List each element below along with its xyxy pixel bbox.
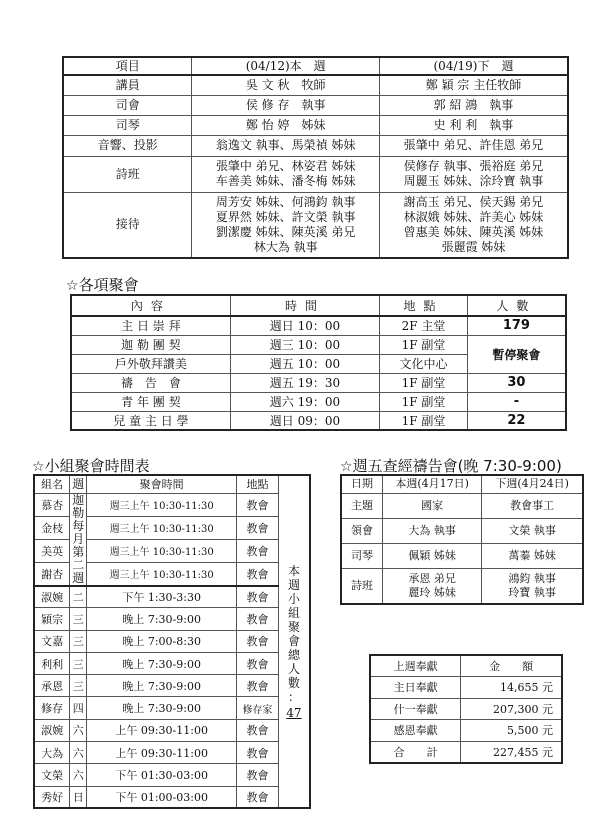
group-day: 三 (70, 630, 87, 652)
offering-amount: 5,500 元 (461, 720, 562, 742)
friday-row (341, 543, 583, 568)
group-row (34, 630, 310, 652)
roster-line: 车善美 姊妹、潘冬梅 姊妹 (215, 174, 356, 188)
meeting-count: - (467, 392, 566, 411)
friday-title (340, 455, 562, 476)
groups-header-day: 週 (70, 475, 87, 493)
roster-row (63, 75, 568, 95)
vertical-char: 本 (287, 563, 300, 578)
meetings-row (71, 411, 566, 430)
groups-total-label (279, 564, 309, 704)
meeting-paused: 暫停聚會 (467, 335, 566, 373)
friday-row (341, 568, 583, 604)
roster-row (63, 115, 568, 135)
meeting-place: 1F 副堂 (380, 373, 468, 392)
vertical-char: 週 (72, 570, 85, 585)
friday-label: 詩班 (341, 568, 383, 604)
meeting-place: 2F 主堂 (380, 316, 468, 335)
offering-label: 什一奉獻 (370, 698, 461, 720)
groups-header-time: 聚會時間 (87, 475, 237, 493)
vertical-char: 月 (72, 531, 85, 546)
roster-header-item: 項目 (63, 57, 192, 75)
group-name: 文嘉 (34, 630, 70, 652)
friday-label: 司琴 (341, 543, 383, 568)
friday-header-row (341, 475, 583, 493)
group-day: 六 (70, 742, 87, 764)
meeting-count: 22 (467, 411, 566, 430)
roster-line: 曾惠美 姊妹、陳英溪 姊妹 (403, 224, 544, 239)
vertical-char: 數 (287, 675, 300, 690)
meetings-row (71, 373, 566, 392)
group-name: 修存 (34, 697, 70, 719)
meeting-place: 1F 副堂 (380, 392, 468, 411)
meetings-title-text: 各項聚會 (78, 276, 139, 294)
group-place: 教會 (237, 516, 279, 539)
roster-header-current: (04/12)本 週 (192, 57, 380, 75)
meeting-content: 戶外敬拜讚美 (71, 354, 230, 373)
group-place: 教會 (237, 608, 279, 630)
group-name: 淑婉 (34, 719, 70, 741)
star-outline-icon: ☆ (340, 459, 353, 475)
group-name: 利利 (34, 652, 70, 674)
group-day: 三 (70, 675, 87, 697)
group-row (34, 786, 310, 808)
vertical-char: 會 (287, 633, 300, 648)
roster-line: 夏界然 姊妹、許文榮 執事 (215, 209, 356, 224)
meeting-time: 週五 10：00 (230, 354, 379, 373)
group-row (34, 742, 310, 764)
meeting-time: 週日 09：00 (230, 411, 379, 430)
group-place: 教會 (237, 630, 279, 652)
group-name: 淑婉 (34, 586, 70, 608)
offering-table (369, 654, 563, 764)
meeting-count: 179 (467, 316, 566, 335)
offering-header-label: 上週奉獻 (370, 655, 461, 677)
group-place: 教會 (237, 719, 279, 741)
friday-row (341, 518, 583, 543)
friday-next: 文榮 執事 (482, 518, 583, 543)
friday-line: 麗玲 姊妹 (408, 585, 456, 599)
group-place: 教會 (237, 652, 279, 674)
friday-header-date: 日期 (341, 475, 383, 493)
group-day: 二 (70, 586, 87, 608)
groups-monthly-label (70, 493, 87, 586)
meeting-content: 青 年 團 契 (71, 392, 230, 411)
meetings-header-time: 時間 (230, 295, 379, 316)
roster-label: 接待 (63, 192, 192, 258)
group-place: 修存家 (237, 697, 279, 719)
group-place: 教會 (237, 562, 279, 585)
friday-title-text: 週五查經禱告會(晚 7:30-9:00) (352, 457, 562, 475)
meetings-header-content: 內容 (71, 295, 230, 316)
group-time: 晚上 7:00-8:30 (87, 630, 237, 652)
roster-label: 音響、投影 (63, 135, 192, 156)
roster-line: 侯修存 執事、張裕庭 弟兄 (403, 159, 544, 173)
friday-row (341, 493, 583, 518)
roster-current: 翁逸文 執事、馬榮禎 姊妹 (192, 135, 380, 156)
group-day: 日 (70, 786, 87, 808)
group-name: 文榮 (34, 764, 70, 786)
duty-roster-table (62, 56, 569, 259)
roster-current (192, 192, 380, 258)
star-outline-icon: ☆ (66, 278, 79, 294)
group-time: 下午 01:30-03:00 (87, 764, 237, 786)
vertical-char: 總 (287, 647, 300, 662)
roster-row (63, 192, 568, 258)
group-time: 下午 01:00-03:00 (87, 786, 237, 808)
offering-row (370, 677, 562, 699)
group-day: 六 (70, 764, 87, 786)
meeting-content: 兒 童 主 日 學 (71, 411, 230, 430)
vertical-char: 勒 (72, 505, 85, 520)
group-time: 週三上午 10:30-11:30 (87, 493, 237, 516)
friday-header-next: 下週(4月24日) (482, 475, 583, 493)
vertical-char: 二 (72, 557, 85, 572)
roster-next: 史 利 利 執事 (379, 115, 568, 135)
friday-current: 國家 (383, 493, 482, 518)
group-place: 教會 (237, 539, 279, 562)
group-name: 穎宗 (34, 608, 70, 630)
meeting-time: 週日 10：00 (230, 316, 379, 335)
vertical-char: 第 (72, 544, 85, 559)
roster-next (379, 192, 568, 258)
group-time: 週三上午 10:30-11:30 (87, 516, 237, 539)
small-groups-table (33, 474, 311, 809)
roster-row (63, 156, 568, 192)
roster-header-row (63, 57, 568, 75)
roster-current (192, 156, 380, 192)
roster-current: 侯 修 存 執事 (192, 95, 380, 115)
group-name: 秀好 (34, 786, 70, 808)
group-name: 承恩 (34, 675, 70, 697)
vertical-char: 每 (72, 518, 85, 533)
group-day: 三 (70, 608, 87, 630)
group-time: 晚上 7:30-9:00 (87, 652, 237, 674)
group-time: 晚上 7:30-9:00 (87, 697, 237, 719)
roster-line: 謝高玉 弟兄、侯天錫 弟兄 (403, 194, 544, 209)
vertical-char: 組 (287, 605, 300, 620)
group-row (34, 652, 310, 674)
group-place: 教會 (237, 764, 279, 786)
meetings-row (71, 335, 566, 354)
vertical-char: 週 (287, 577, 300, 592)
meeting-place: 1F 副堂 (380, 335, 468, 354)
roster-row (63, 95, 568, 115)
friday-current: 大為 執事 (383, 518, 482, 543)
group-place: 教會 (237, 493, 279, 516)
friday-line: 鴻鈞 執事 (508, 571, 556, 585)
groups-title-text: 小組聚會時間表 (44, 457, 150, 475)
group-place: 教會 (237, 742, 279, 764)
group-name: 大為 (34, 742, 70, 764)
roster-label: 詩班 (63, 156, 192, 192)
offering-label: 感恩奉獻 (370, 720, 461, 742)
group-row (34, 719, 310, 741)
meetings-title (66, 274, 139, 295)
meetings-header-place: 地點 (380, 295, 468, 316)
meeting-content: 迦 勒 團 契 (71, 335, 230, 354)
group-time: 週三上午 10:30-11:30 (87, 562, 237, 585)
vertical-char: 小 (287, 591, 300, 606)
roster-row (63, 135, 568, 156)
groups-header-row (34, 475, 310, 493)
roster-header-next: (04/19)下 週 (379, 57, 568, 75)
group-place: 教會 (237, 586, 279, 608)
group-time: 晚上 7:30-9:00 (87, 675, 237, 697)
group-row (34, 493, 310, 516)
roster-next: 張肇中 弟兄、許佳恩 弟兄 (379, 135, 568, 156)
group-name: 美英 (34, 539, 70, 562)
friday-label: 領會 (341, 518, 383, 543)
meetings-row (71, 392, 566, 411)
meetings-header-count: 人數 (467, 295, 566, 316)
offering-row (370, 698, 562, 720)
friday-label: 主題 (341, 493, 383, 518)
offering-row (370, 720, 562, 742)
friday-next: 教會事工 (482, 493, 583, 518)
roster-line: 林大為 執事 (253, 239, 318, 254)
roster-line: 林淑娥 姊妹、許美心 姊妹 (403, 209, 544, 224)
meetings-table (70, 294, 567, 431)
vertical-char: 迦 (72, 492, 85, 507)
group-day: 三 (70, 652, 87, 674)
group-row (34, 608, 310, 630)
group-row (34, 675, 310, 697)
meeting-place: 文化中心 (380, 354, 468, 373)
groups-header-place: 地點 (237, 475, 279, 493)
groups-monthly-chars (70, 494, 86, 585)
group-day: 六 (70, 719, 87, 741)
meeting-time: 週五 19：30 (230, 373, 379, 392)
group-row (34, 764, 310, 786)
groups-title (32, 455, 150, 476)
meetings-header-row (71, 295, 566, 316)
group-day: 四 (70, 697, 87, 719)
vertical-char: 人 (287, 661, 300, 676)
group-time: 上午 09:30-11:00 (87, 742, 237, 764)
offering-header-row (370, 655, 562, 677)
roster-label: 司琴 (63, 115, 192, 135)
roster-line: 周芳安 姊妹、何鴻鈞 執事 (215, 194, 356, 209)
groups-header-group: 組名 (34, 475, 70, 493)
groups-total (278, 475, 310, 808)
meetings-row (71, 316, 566, 335)
friday-next (482, 568, 583, 604)
roster-line: 劉潔慶 姊妹、陳英溪 弟兄 (215, 224, 356, 239)
meeting-content: 主 日 崇 拜 (71, 316, 230, 335)
offering-amount: 14,655 元 (461, 677, 562, 699)
star-outline-icon: ☆ (32, 459, 45, 475)
roster-line: 張麗霞 姊妹 (441, 239, 506, 254)
group-place: 教會 (237, 675, 279, 697)
roster-next (379, 156, 568, 192)
offering-label: 主日奉獻 (370, 677, 461, 699)
roster-current: 吳 文 秋 牧師 (192, 75, 380, 95)
roster-label: 司會 (63, 95, 192, 115)
group-time: 下午 1:30-3:30 (87, 586, 237, 608)
friday-line: 玲寶 執事 (508, 585, 556, 599)
offering-total-amount: 227,455 元 (461, 741, 562, 763)
group-time: 週三上午 10:30-11:30 (87, 539, 237, 562)
roster-label: 講員 (63, 75, 192, 95)
roster-next: 鄭 穎 宗 主任牧師 (379, 75, 568, 95)
group-row (34, 697, 310, 719)
group-place: 教會 (237, 786, 279, 808)
group-row (34, 586, 310, 608)
offering-total-label: 合 計 (370, 741, 461, 763)
group-time: 晚上 7:30-9:00 (87, 608, 237, 630)
roster-current: 鄭 怡 婷 姊妹 (192, 115, 380, 135)
group-time: 上午 09:30-11:00 (87, 719, 237, 741)
meeting-time: 週六 19：00 (230, 392, 379, 411)
meeting-count: 30 (467, 373, 566, 392)
meeting-time: 週三 10：00 (230, 335, 379, 354)
friday-header-current: 本週(4月17日) (383, 475, 482, 493)
friday-study-table (340, 474, 584, 605)
friday-current (383, 568, 482, 604)
friday-line: 承恩 弟兄 (408, 571, 456, 585)
roster-line: 張肇中 弟兄、林姿君 姊妹 (215, 159, 356, 173)
group-name: 金枝 (34, 516, 70, 539)
group-name: 慕杏 (34, 493, 70, 516)
offering-total-row (370, 741, 562, 763)
roster-line: 周麗玉 姊妹、涂玲寶 執事 (403, 174, 544, 188)
roster-next: 郭 紹 鴻 執事 (379, 95, 568, 115)
groups-total-value: 47 (286, 705, 302, 720)
friday-next: 萬蓁 姊妹 (482, 543, 583, 568)
meeting-content: 禱 告 會 (71, 373, 230, 392)
vertical-char: ： (287, 689, 300, 704)
offering-header-amount: 金 額 (461, 655, 562, 677)
friday-current: 佩穎 姊妹 (383, 543, 482, 568)
group-name: 謝杏 (34, 562, 70, 585)
vertical-char: 聚 (287, 619, 300, 634)
offering-amount: 207,300 元 (461, 698, 562, 720)
meeting-place: 1F 副堂 (380, 411, 468, 430)
